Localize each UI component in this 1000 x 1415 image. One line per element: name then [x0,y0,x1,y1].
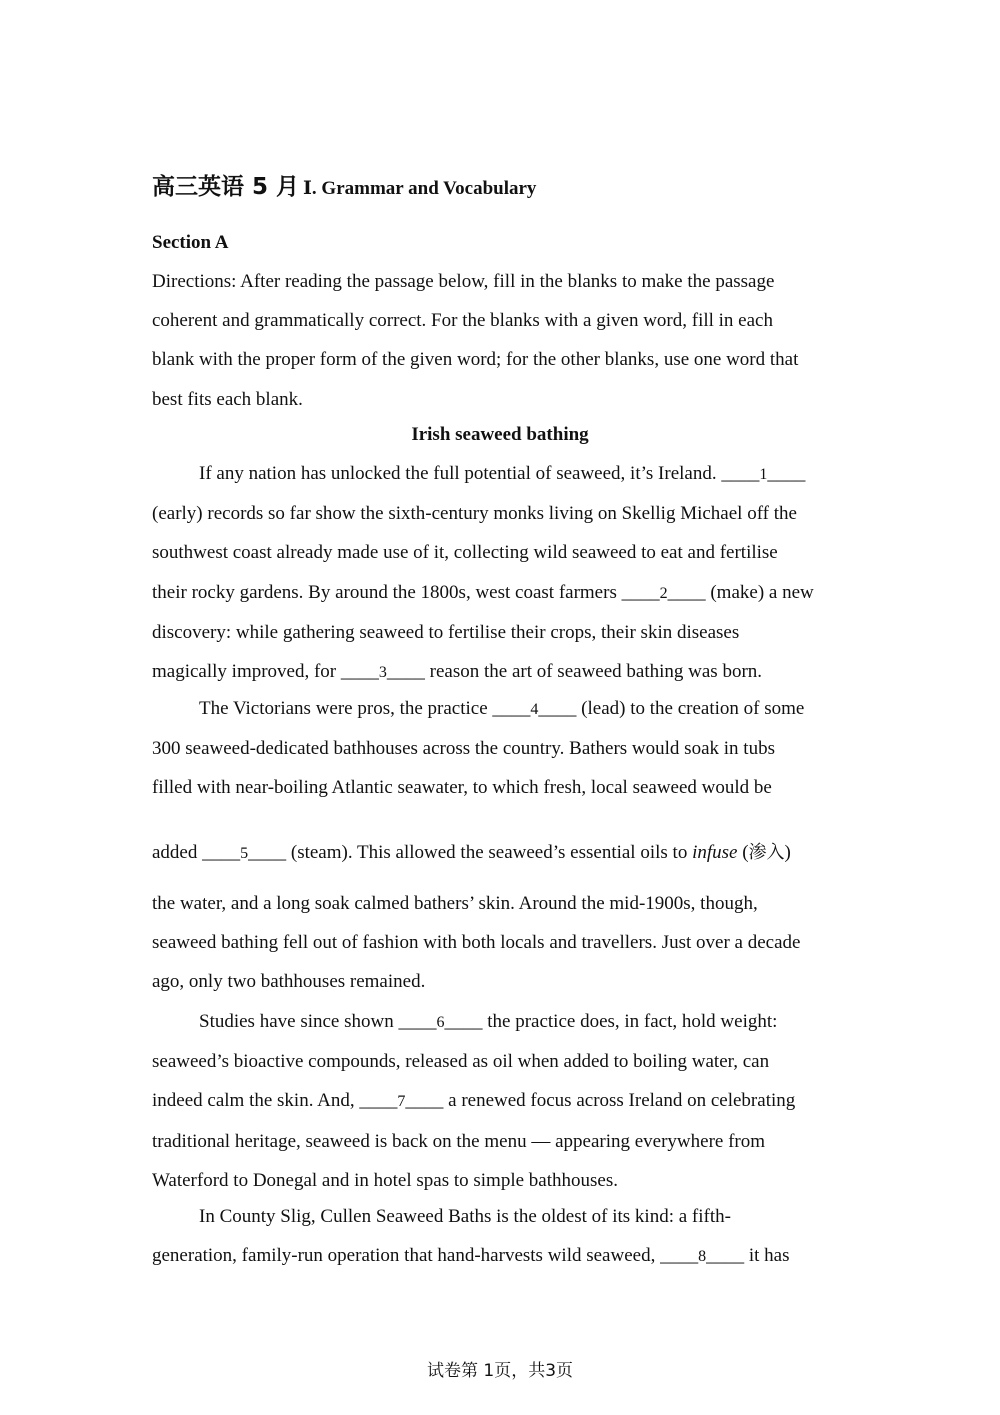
paragraph-line: Waterford to Donegal and in hotel spas to simple bathhouses. [152,1169,618,1191]
text-run: their rocky gardens. By around the 1800s, west coast farmers [152,581,622,603]
paragraph-line [152,1002,852,1042]
blank-number: 6 [436,1014,445,1031]
blank-line: ____ [398,1011,437,1032]
blank-line: ____ [405,1090,444,1112]
text-run: added [152,842,203,863]
paragraph-line: 300 seaweed-dedicated bathhouses across the country. Bathers would soak in tubs [152,738,775,760]
text-run: ) [784,842,791,863]
blank-line: ____ [660,1245,699,1267]
blank-line: ____ [538,698,577,719]
paragraph-line: the water, and a long soak calmed bathers’ skin. Around the mid-1900s, though, [152,893,758,914]
text-run: generation, family-run operation that hand-harvests wild seaweed, [152,1245,661,1267]
italic-word: infuse [692,842,738,863]
paragraph-line: seaweed’s bioactive compounds, released as oil when added to boiling water, can [152,1051,770,1073]
passage-title: Irish seaweed bathing [411,424,589,445]
paragraph-line: traditional heritage, seaweed is back on the menu — appearing everywhere from [152,1130,766,1152]
paragraph-2 [152,689,852,808]
directions-line: best fits each blank. [152,388,303,410]
blank-line: ____ [492,698,531,719]
text-run: magically improved, for [152,661,341,683]
page-footer: 试卷第 1页，共3页 [426,1361,574,1381]
section-heading: Section A [152,232,229,253]
blank-number: 7 [397,1093,406,1111]
title-english: Ⅰ. Grammar and Vocabulary [303,178,537,199]
blank-2 [622,582,706,603]
text-run: If any nation has unlocked the full potential of seaweed, it’s Ireland. [199,463,722,484]
paragraph-line: In County Slig, Cullen Seaweed Baths is the oldest of its kind: a fifth- [199,1206,731,1227]
text-run: (steam). This allowed the seaweed’s essential oils to [286,842,693,863]
text-run: the practice does, in fact, hold weight: [482,1011,778,1032]
paragraph-2-continued [152,884,852,1002]
paragraph-line [152,652,852,692]
blank-number: 3 [378,664,387,682]
blank-number: 1 [759,466,768,483]
chinese-gloss: 渗入 [748,842,785,863]
text-run: it has [744,1245,790,1267]
blank-line: ____ [202,842,241,863]
blank-1 [721,463,805,484]
paragraph-line: southwest coast already made use of it, collecting wild seaweed to eat and fertilise [152,542,778,564]
blank-number: 4 [530,701,539,718]
blank-line: ____ [767,463,806,484]
directions [152,262,852,419]
blank-line: ____ [359,1090,398,1112]
blank-line: ____ [248,842,287,863]
blank-line: ____ [667,581,706,603]
paragraph-3 [152,1002,852,1200]
blank-7 [359,1090,443,1111]
blank-line: ____ [340,661,379,683]
directions-line: blank with the proper form of the given word; for the other blanks, use one word that [152,349,799,371]
paragraph-line [152,833,852,873]
paragraph-line [152,573,852,613]
blank-5 [202,842,286,863]
paragraph-line [152,1236,852,1276]
paragraph-line: (early) records so far show the sixth-century monks living on Skellig Michael off the [152,503,797,525]
blank-number: 5 [240,845,249,862]
blank-number: 2 [659,584,668,602]
paragraph-line: filled with near-boiling Atlantic seawater, to which fresh, local seaweed would be [152,777,772,799]
paragraph-line [152,689,852,729]
blank-line: ____ [386,661,425,683]
text-run: ( [737,842,749,863]
blank-number: 8 [698,1248,707,1266]
paragraph-1 [152,454,852,692]
paragraph-line [152,1081,852,1121]
directions-line: Directions: After reading the passage below, fill in the blanks to make the passage [152,271,775,292]
blank-8 [660,1245,744,1266]
blank-6 [398,1011,482,1032]
page-title [152,168,536,201]
blank-line: ____ [621,581,660,603]
title-chinese: 高三英语 5 月 [152,174,300,200]
paragraph-line: ago, only two bathhouses remained. [152,971,426,993]
paragraph-4 [152,1197,852,1276]
blank-line: ____ [444,1011,483,1032]
paragraph-line: discovery: while gathering seaweed to fertilise their crops, their skin diseases [152,621,740,643]
blank-3 [341,661,425,682]
paragraph-line [152,454,852,494]
text-run: a renewed focus across Ireland on celebrating [443,1090,796,1112]
blank-line: ____ [706,1245,745,1267]
text-run: Studies have since shown [199,1011,399,1032]
text-run: The Victorians were pros, the practice [199,698,493,719]
text-run: (lead) to the creation of some [576,698,805,719]
paragraph-line: seaweed bathing fell out of fashion with both locals and travellers. Just over a decade [152,932,801,954]
text-run: reason the art of seaweed bathing was born. [424,661,763,683]
text-run: (make) a new [705,581,814,603]
blank-4 [492,698,576,719]
directions-line: coherent and grammatically correct. For the blanks with a given word, fill in each [152,310,773,332]
paragraph-2-gloss-line [152,833,852,873]
blank-line: ____ [721,463,760,484]
text-run: indeed calm the skin. And, [152,1090,360,1112]
